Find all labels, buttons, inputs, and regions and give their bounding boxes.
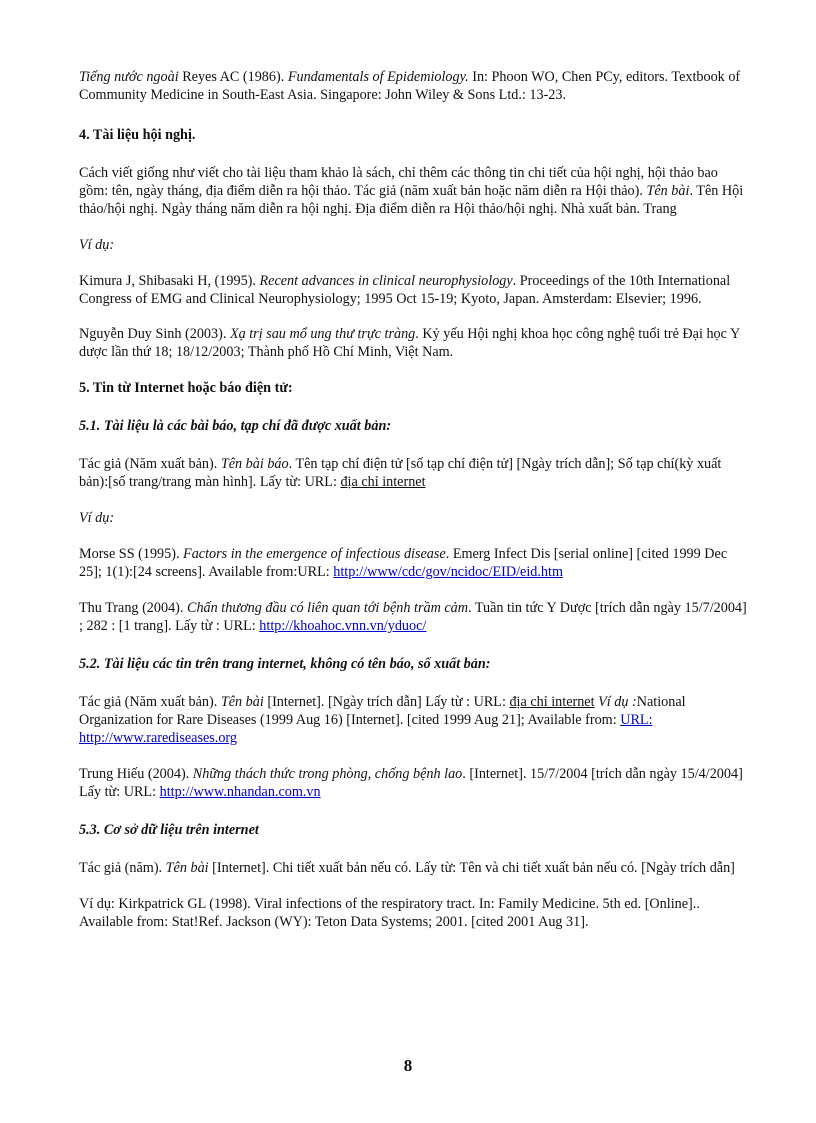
foreign-label: Tiếng nước ngoài <box>79 69 179 85</box>
paragraph-articles-format: Tác giả (Năm xuất bản). Tên bài báo. Tên tạp chí điện tử [số tạp chí điện tử] [Ngày trích dẫn]; Số tạp chí(kỳ xuất bản):[số trang/trang màn hình]. Lấy từ: URL: địa chỉ internet <box>79 456 722 490</box>
paragraph-database-format: Tác giả (năm). Tên bài [Internet]. Chi tiết xuất bản nếu có. Lấy từ: Tên và chi tiết xuất bản nếu có. [Ngày trích dẫn] <box>79 860 735 876</box>
document-page <box>79 68 747 931</box>
section-heading-4: 4. Tài liệu hội nghị. <box>79 127 196 143</box>
section-heading-5-3: 5.3. Cơ sở dữ liệu trên internet <box>79 822 259 838</box>
reference-kirkpatrick: Ví dụ: Kirkpatrick GL (1998). Viral infections of the respiratory tract. In: Family Medicine. 5th ed. [Online].. Available from: Stat!Ref. Jackson (WY): Teton Data Systems; 2001. [cited 2001 Aug 31]. <box>79 896 700 930</box>
link-cdc[interactable]: http://www/cdc/gov/ncidoc/EID/eid.htm <box>333 564 563 580</box>
reference-thu-trang: Thu Trang (2004). Chấn thương đầu có liên quan tới bệnh trầm cảm. Tuần tin tức Y Dược [trích dẫn ngày 15/7/2004] ; 282 : [1 trang]. Lấy từ : URL: http://khoahoc.vnn.vn/yduoc/ <box>79 600 747 634</box>
reference-kimura: Kimura J, Shibasaki H, (1995). Recent advances in clinical neurophysiology. Proceedings of the 10th International Congress of EMG and Clinical Neurophysiology; 1995 Oct 15-19; Kyoto, Japan. Amsterdam: Elsevier; 1996. <box>79 273 731 307</box>
reference-trung-hieu: Trung Hiếu (2004). Những thách thức trong phòng, chống bệnh lao. [Internet]. 15/7/2004 [trích dẫn ngày 15/4/2004] Lấy từ: URL: http://www.nhandan.com.vn <box>79 766 743 800</box>
paragraph-web-format: Tác giả (Năm xuất bản). Tên bài [Internet]. [Ngày trích dẫn] Lấy từ : URL: địa chỉ internet Ví dụ :National Organization for Rare Diseases (1999 Aug 16) [Internet]. [cited 1999 Aug 21]; Available from: URL: http://www.rarediseases.org <box>79 694 686 746</box>
reference-nguyen: Nguyễn Duy Sinh (2003). Xạ trị sau mổ ung thư trực tràng. Kỷ yếu Hội nghị khoa học công nghệ tuổi trẻ Đại học Y dược lần thứ 18; 18/12/2003; Thành phố Hồ Chí Minh, Việt Nam. <box>79 326 740 360</box>
reference-morse: Morse SS (1995). Factors in the emergence of infectious disease. Emerg Infect Dis [serial online] [cited 1999 Dec 25]; 1(1):[24 screens]. Available from:URL: http://www/cdc/gov/ncidoc/EID/eid.htm <box>79 546 728 580</box>
section-heading-5-2: 5.2. Tài liệu các tin trên trang internet, không có tên báo, số xuất bản: <box>79 656 491 672</box>
page-number: 8 <box>403 1056 413 1075</box>
section-heading-5: 5. Tin từ Internet hoặc báo điện tử: <box>79 380 293 396</box>
paragraph-conference-format: Cách viết giống như viết cho tài liệu tham khảo là sách, chỉ thêm các thông tin chi tiết của hội nghị, hội thảo bao gồm: tên, ngày tháng, địa điểm diễn ra hội thảo. Tác giả (năm xuất bản hoặc năm diễn ra Hội thảo). Tên bài. Tên Hội thảo/hội nghị. Ngày tháng năm diễn ra hội nghị. Địa điểm diễn ra Hội thảo/hội nghị. Nhà xuất bản. Trang <box>79 165 744 217</box>
link-rarediseases[interactable]: URL: http://www.rarediseases.org <box>79 712 653 746</box>
book-title: Fundamentals of Epidemiology. <box>287 69 469 85</box>
example-label: Ví dụ: <box>79 237 115 253</box>
reference-reyes: Tiếng nước ngoài Reyes AC (1986). Fundamentals of Epidemiology. In: Phoon WO, Chen PCy, editors. Textbook of Community Medicine in South-East Asia. Singapore: John Wiley & Sons Ltd.: 13-23. <box>79 69 741 103</box>
example-label: Ví dụ: <box>79 510 115 526</box>
link-nhandan[interactable]: http://www.nhandan.com.vn <box>159 784 321 800</box>
section-heading-5-1: 5.1. Tài liệu là các bài báo, tạp chí đã được xuất bản: <box>79 418 392 434</box>
link-khoahoc[interactable]: http://khoahoc.vnn.vn/yduoc/ <box>259 618 427 634</box>
